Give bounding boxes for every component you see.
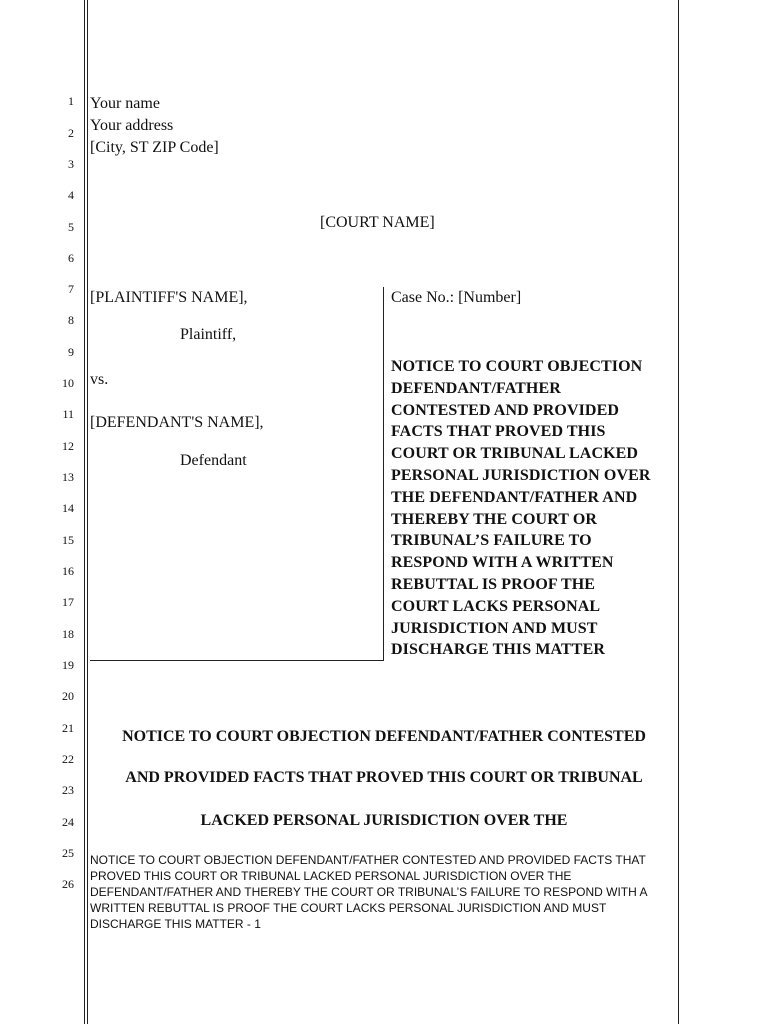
line-number: 24 (62, 815, 74, 829)
case-number: Case No.: [Number] (391, 289, 522, 306)
caption-notice-line: DEFENDANT/FATHER (391, 379, 561, 397)
defendant-role: Defendant (180, 452, 247, 469)
footer-line: WRITTEN REBUTTAL IS PROOF THE COURT LACKS PERSONAL JURISDICTION AND MUST (90, 901, 607, 915)
page-footer (90, 852, 680, 932)
line-number: 11 (62, 407, 74, 421)
sender-address: Your address (90, 117, 174, 134)
caption-notice-line: DISCHARGE THIS MATTER (391, 641, 605, 659)
line-number: 1 (68, 94, 74, 108)
sender-name: Your name (90, 95, 160, 112)
footer-line: DISCHARGE THIS MATTER - 1 (90, 917, 261, 931)
line-number: 9 (68, 345, 74, 359)
caption-divider-vertical (383, 287, 384, 661)
caption-notice-line: JURISDICTION AND MUST (391, 619, 598, 637)
line-number: 17 (62, 595, 74, 609)
footer-line: PROVED THIS COURT OR TRIBUNAL LACKED PERSONAL JURISDICTION OVER THE (90, 869, 572, 883)
line-number: 5 (68, 220, 74, 234)
line-number: 8 (68, 313, 74, 327)
caption-notice-line: TRIBUNAL’S FAILURE TO (391, 532, 592, 550)
caption-notice-line: COURT OR TRIBUNAL LACKED (391, 445, 639, 463)
line-number: 12 (62, 439, 74, 453)
line-number: 6 (68, 251, 74, 265)
line-number: 2 (68, 126, 74, 140)
line-number: 13 (62, 470, 74, 484)
footer-line: NOTICE TO COURT OBJECTION DEFENDANT/FATHER CONTESTED AND PROVIDED FACTS THAT (90, 853, 646, 867)
caption-notice-line: COURT LACKS PERSONAL (391, 597, 601, 615)
left-margin-rule-outer (84, 0, 85, 1024)
line-number: 15 (62, 533, 74, 547)
plaintiff-name: [PLAINTIFF'S NAME], (90, 289, 248, 306)
court-name: [COURT NAME] (320, 214, 435, 231)
line-number: 4 (68, 188, 74, 202)
caption-notice-line: NOTICE TO COURT OBJECTION (391, 358, 643, 375)
line-number: 26 (62, 877, 74, 891)
line-number: 10 (62, 376, 74, 390)
caption-divider-horizontal (90, 660, 384, 661)
line-number: 16 (62, 564, 74, 578)
line-number: 23 (62, 783, 74, 797)
defendant-name: [DEFENDANT'S NAME], (90, 414, 264, 431)
caption-notice-line: REBUTTAL IS PROOF THE (391, 575, 596, 593)
line-number: 14 (62, 501, 74, 515)
line-number: 25 (62, 846, 74, 860)
heading-line: LACKED PERSONAL JURISDICTION OVER THE (200, 812, 568, 829)
footer-line: DEFENDANT/FATHER AND THEREBY THE COURT OR TRIBUNAL’S FAILURE TO RESPOND WITH A (90, 885, 648, 899)
versus-label: vs. (90, 371, 109, 388)
caption-notice-line: PERSONAL JURISDICTION OVER (391, 466, 651, 484)
line-number: 22 (62, 752, 74, 766)
line-number: 7 (68, 282, 74, 296)
plaintiff-role: Plaintiff, (180, 326, 237, 343)
sender-city: [City, ST ZIP Code] (90, 139, 219, 156)
line-number: 18 (62, 627, 74, 641)
line-number: 19 (62, 658, 74, 672)
heading-line: NOTICE TO COURT OBJECTION DEFENDANT/FATHER CONTESTED (122, 728, 646, 745)
line-number: 21 (62, 721, 74, 735)
heading-line: AND PROVIDED FACTS THAT PROVED THIS COURT OR TRIBUNAL (125, 769, 643, 786)
caption-notice-line: THE DEFENDANT/FATHER AND (391, 488, 638, 506)
caption-notice-line: CONTESTED AND PROVIDED (391, 401, 620, 419)
line-number: 3 (68, 157, 74, 171)
left-margin-rule-inner (87, 0, 88, 1024)
caption-notice-title (391, 356, 681, 661)
caption-notice-line: FACTS THAT PROVED THIS (391, 423, 606, 441)
caption-notice-line: THEREBY THE COURT OR (391, 510, 598, 528)
caption-notice-line: RESPOND WITH A WRITTEN (391, 554, 614, 572)
line-number: 20 (62, 689, 74, 703)
